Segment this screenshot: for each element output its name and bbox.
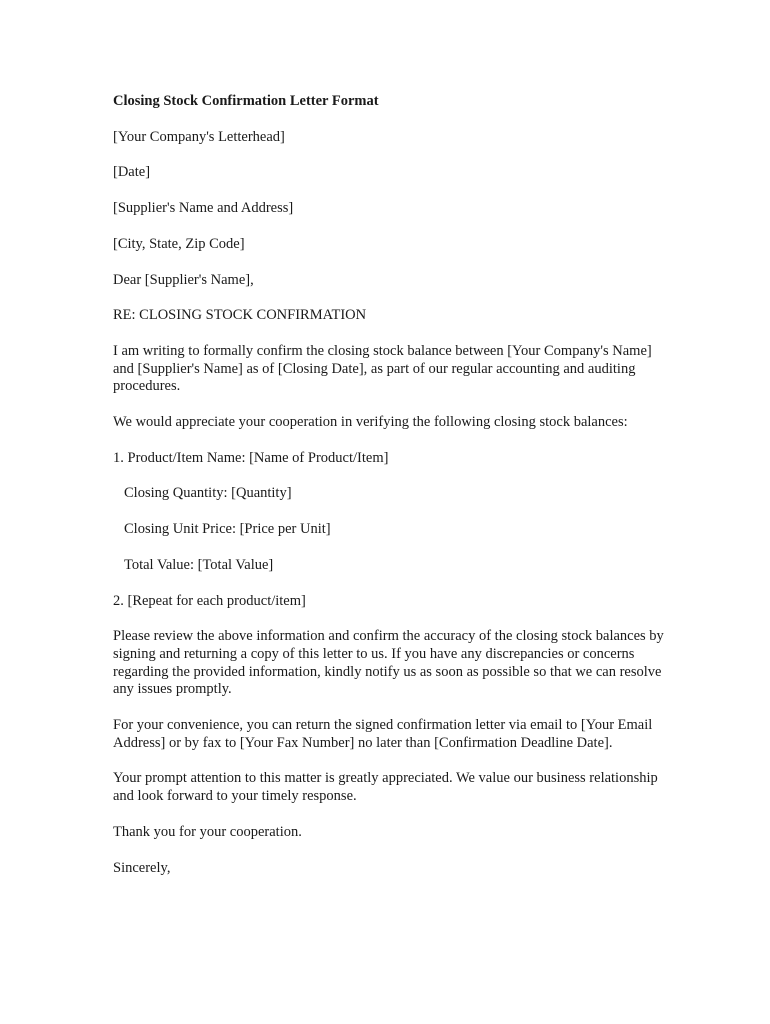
letter-title: Closing Stock Confirmation Letter Format [113, 93, 379, 109]
letter-body [113, 93, 673, 895]
date-placeholder: [Date] [113, 164, 151, 181]
subject-line: RE: CLOSING STOCK CONFIRMATION [113, 307, 367, 324]
salutation: Dear [Supplier's Name], [113, 271, 254, 288]
intro-paragraph: I am writing to formally confirm the closing stock balance between [Your Company's Name] and [Supplier's Name] as of [Closing Date], as part of our regular accounting and auditing procedures. [113, 342, 652, 395]
convenience-paragraph: For your convenience, you can return the signed confirmation letter via email to [Your Email Address] or by fax to [Your Fax Number] no later than [Confirmation Deadline Date]. [113, 717, 653, 751]
item-1-closing-quantity: Closing Quantity: [Quantity] [124, 485, 292, 502]
review-paragraph: Please review the above information and confirm the accuracy of the closing stock balances by signing and returning a copy of this letter to us. If you have any discrepancies or concerns regarding the provided information, kindly notify us as soon as possible so that we can resolve any issues promptly. [113, 628, 664, 698]
supplier-name-address: [Supplier's Name and Address] [113, 200, 294, 217]
item-2-repeat: 2. [Repeat for each product/item] [113, 592, 306, 609]
letterhead-placeholder: [Your Company's Letterhead] [113, 128, 285, 145]
thanks-line: Thank you for your cooperation. [113, 823, 302, 840]
appreciation-paragraph: Your prompt attention to this matter is greatly appreciated. We value our business relationship and look forward to your timely response. [113, 770, 658, 805]
item-1-total-value: Total Value: [Total Value] [124, 556, 274, 573]
item-1-name: 1. Product/Item Name: [Name of Product/Item] [113, 449, 389, 466]
request-paragraph: We would appreciate your cooperation in verifying the following closing stock balances: [113, 414, 628, 431]
item-1-closing-unit-price: Closing Unit Price: [Price per Unit] [124, 521, 331, 538]
closing-line: Sincerely, [113, 859, 171, 876]
city-state-zip: [City, State, Zip Code] [113, 235, 245, 252]
